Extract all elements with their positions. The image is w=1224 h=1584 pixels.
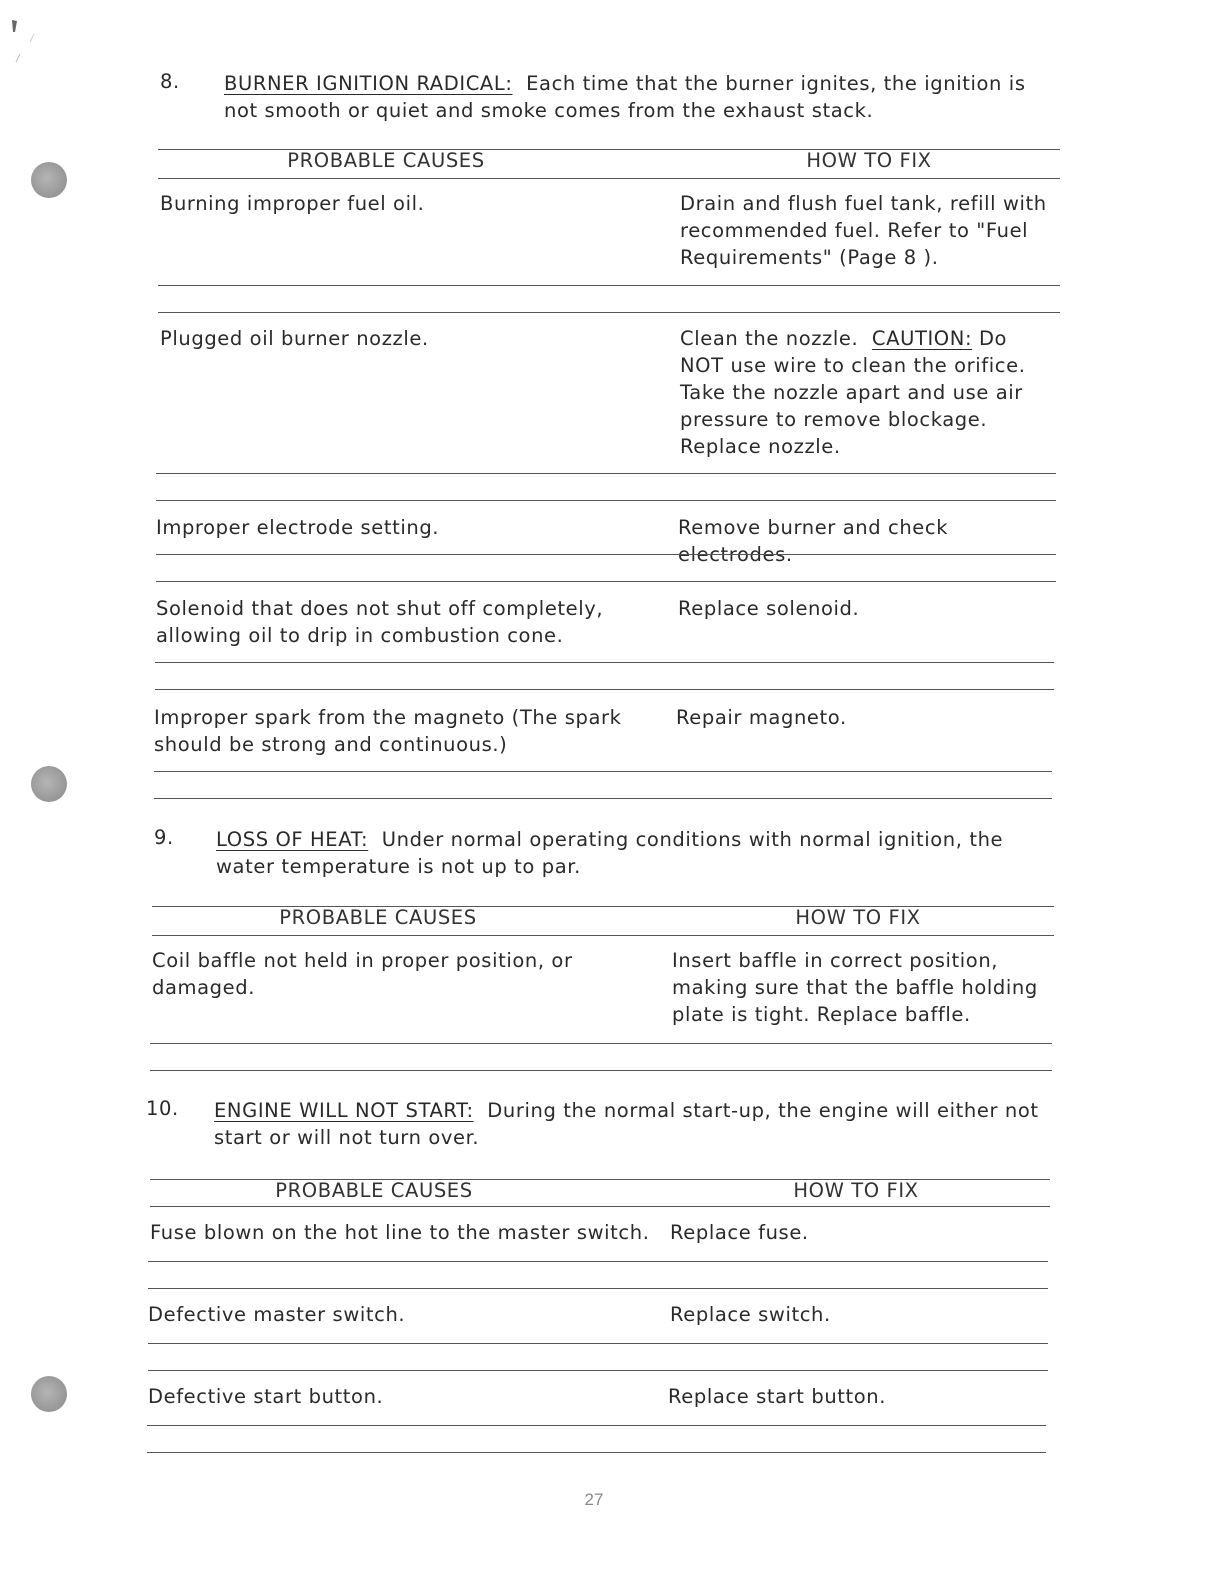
header-probable-causes: PROBABLE CAUSES bbox=[279, 906, 477, 929]
cause-cell: Improper spark from the magneto (The spark should be strong and continuous.) bbox=[154, 706, 622, 756]
fix-cell: Replace fuse. bbox=[670, 1221, 809, 1244]
fix-cell: Replace solenoid. bbox=[678, 597, 860, 620]
header-probable-causes: PROBABLE CAUSES bbox=[275, 1179, 473, 1202]
fix-cell: Insert baffle in correct position, making sure that the baffle holding plate is tight. Replace baffle. bbox=[672, 949, 1038, 1026]
fix-text: Clean the nozzle. bbox=[680, 327, 859, 350]
fix-cell: Drain and flush fuel tank, refill with recommended fuel. Refer to "Fuel Requirements" (Page 8 ). bbox=[680, 192, 1047, 269]
problem-description bbox=[224, 70, 1044, 124]
binder-hole bbox=[31, 1376, 67, 1412]
problem-number: 8. bbox=[160, 70, 180, 93]
problem-description bbox=[214, 1097, 1044, 1151]
fix-cell: Replace switch. bbox=[670, 1303, 831, 1326]
caution-label: CAUTION: bbox=[871, 327, 973, 350]
fix-cell: Remove burner and check electrodes. bbox=[678, 516, 949, 566]
problem-text: Each time that the burner ignites, the ignition is not smooth or quiet and smoke comes from the exhaust stack. bbox=[224, 72, 1026, 122]
fix-cell: Replace start button. bbox=[668, 1385, 887, 1408]
problem-title: LOSS OF HEAT: bbox=[216, 828, 369, 851]
fix-cell bbox=[680, 325, 1050, 460]
problem-text: During the normal start-up, the engine will either not start or will not turn over. bbox=[214, 1099, 1039, 1149]
problem-title: BURNER IGNITION RADICAL: bbox=[224, 72, 513, 95]
page-number: 27 bbox=[584, 1490, 604, 1509]
cause-cell: Coil baffle not held in proper position, or damaged. bbox=[152, 949, 573, 999]
problem-title: ENGINE WILL NOT START: bbox=[214, 1099, 474, 1122]
binder-hole bbox=[31, 162, 67, 198]
cause-cell: Burning improper fuel oil. bbox=[160, 192, 425, 215]
troubleshooting-table-9 bbox=[152, 906, 1054, 1074]
binder-hole bbox=[31, 766, 67, 802]
header-how-to-fix: HOW TO FIX bbox=[806, 149, 932, 172]
problem-description bbox=[216, 826, 1036, 880]
troubleshooting-table-10 bbox=[150, 1179, 1050, 1454]
problem-text: Under normal operating conditions with normal ignition, the water temperature is not up to par. bbox=[216, 828, 1004, 878]
cause-cell: Defective master switch. bbox=[148, 1303, 406, 1326]
cause-cell: Improper electrode setting. bbox=[156, 516, 440, 539]
cause-cell: Fuse blown on the hot line to the master switch. bbox=[150, 1221, 650, 1244]
troubleshooting-table-8 bbox=[154, 149, 1060, 799]
header-how-to-fix: HOW TO FIX bbox=[795, 906, 921, 929]
fix-text: Do NOT use wire to clean the orifice. Take the nozzle apart and use air pressure to remove blockage. Replace nozzle. bbox=[680, 327, 1026, 458]
header-how-to-fix: HOW TO FIX bbox=[793, 1179, 919, 1202]
scan-mark bbox=[8, 18, 38, 68]
cause-cell: Defective start button. bbox=[148, 1385, 384, 1408]
problem-number: 10. bbox=[146, 1097, 179, 1120]
cause-cell: Solenoid that does not shut off completely, allowing oil to drip in combustion cone. bbox=[156, 597, 604, 647]
problem-number: 9. bbox=[154, 826, 174, 849]
fix-cell: Repair magneto. bbox=[676, 706, 847, 729]
cause-cell: Plugged oil burner nozzle. bbox=[160, 327, 429, 350]
header-probable-causes: PROBABLE CAUSES bbox=[287, 149, 485, 172]
